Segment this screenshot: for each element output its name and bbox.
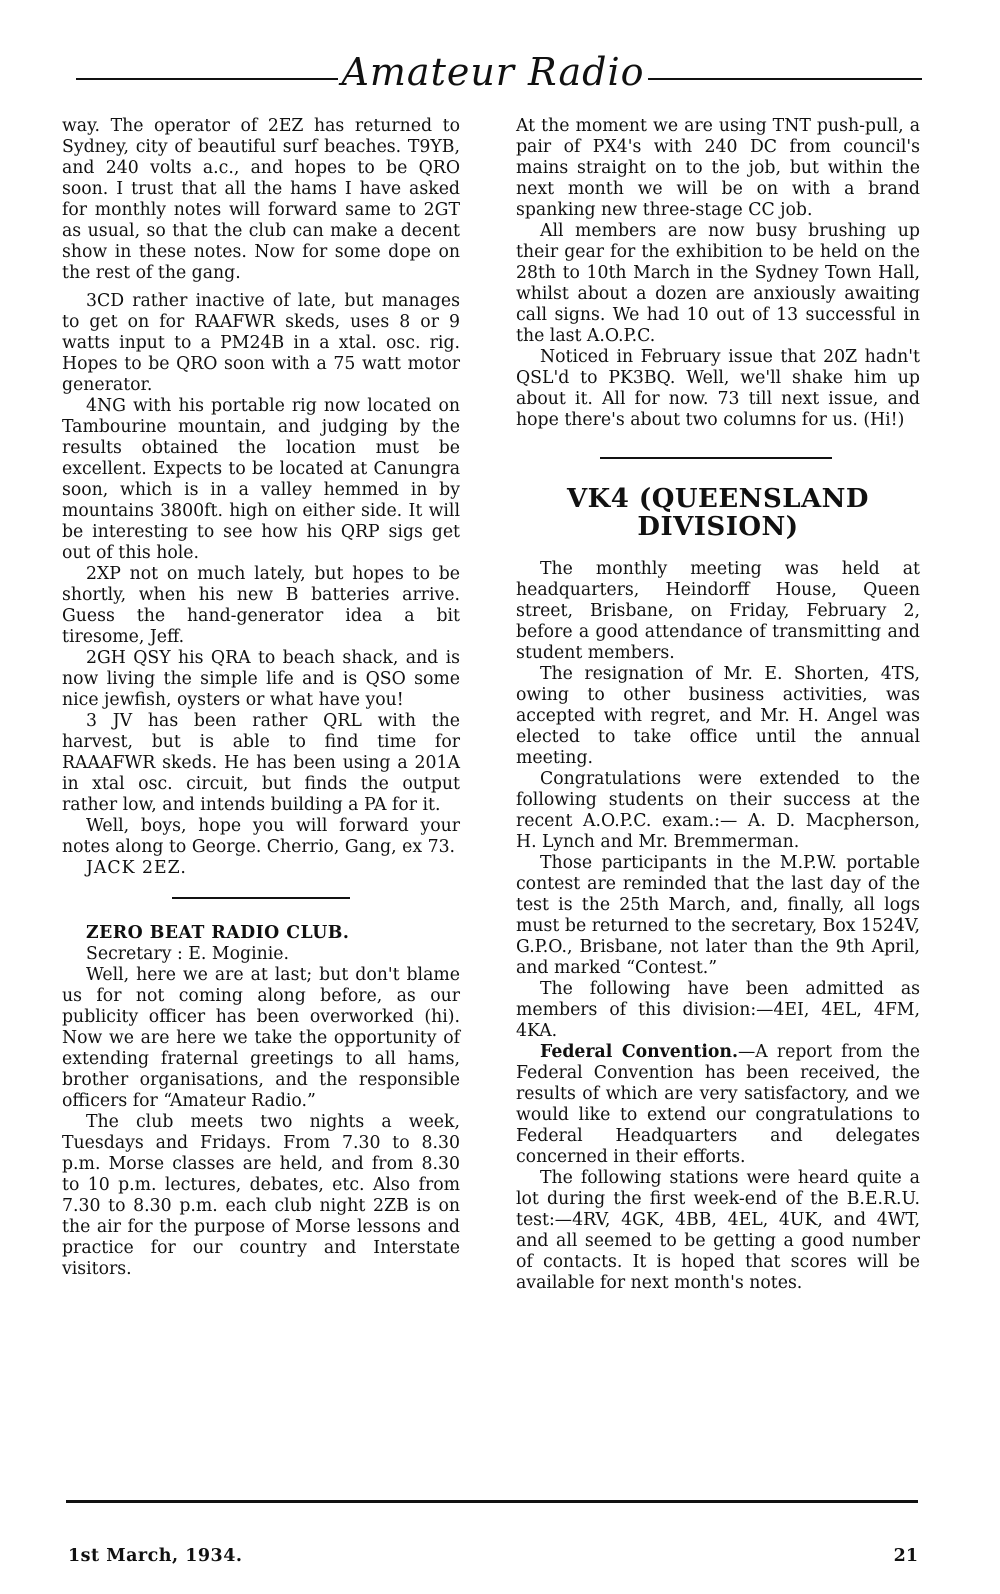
paragraph: 3 JV has been rather QRL with the harvest, but is able to find time for RAAAFWR skeds. He has been using a 201A in xtal osc. circuit, but finds the output rather low, and intends building a PA for it.	[62, 711, 460, 815]
federal-convention-paragraph	[516, 1042, 920, 1168]
paragraph: The resignation of Mr. E. Shorten, 4TS, owing to other business activities, was accepted with regret, and Mr. H. Angel was elected to take office until the annual meeting.	[516, 664, 920, 768]
paragraph: 2GH QSY his QRA to beach shack, and is now living the simple life and is QSO some nice jewfish, oysters or what have you!	[62, 648, 460, 710]
paragraph: The monthly meeting was held at headquarters, Heindorff House, Queen street, Brisbane, on Friday, February 2, before a good attendance of transmitting and student members.	[516, 559, 920, 663]
paragraph: Well, here we are at last; but don't blame us for not coming along before, as our publicity officer has been overworked (hi). Now we are here we take the opportunity of extending fraternal greetings to all hams, brother organisations, and the responsible officers for “Amateur Radio.”	[62, 965, 460, 1111]
paragraph: The following have been admitted as members of this division:—4EI, 4EL, 4FM, 4KA.	[516, 979, 920, 1041]
club-secretary: Secretary : E. Moginie.	[86, 944, 289, 964]
section-heading: VK4 (QUEENSLAND DIVISION)	[567, 484, 869, 542]
club-heading: ZERO BEAT RADIO CLUB.	[86, 923, 350, 943]
paragraph: Noticed in February issue that 20Z hadn't QSL'd to PK3BQ. Well, we'll shake him up about it. All for now. 73 till next issue, and hope there's about two columns for us. (Hi!)	[516, 347, 920, 430]
footer-rule	[66, 1500, 918, 1503]
paragraph: All members are now busy brushing up their gear for the exhibition to be held on the 28th to 10th March in the Sydney Town Hall, whilst about a dozen are anxiously awaiting call signs. We had 10 out of 13 successful in the last A.O.P.C.	[516, 221, 920, 346]
paragraph: 3CD rather inactive of late, but manages to get on for RAAFWR skeds, uses 8 or 9 watts input to a PM24B in a xtal. osc. rig. Hopes to be QRO soon with a 75 watt motor generator.	[62, 291, 460, 395]
header-rule-left	[76, 78, 338, 80]
page-number: 21	[893, 1546, 918, 1566]
federal-convention-text: —A report from the Federal Convention has been received, the results of which are very satisfactory, and we would like to extend our congratulations to Federal Headquarters and delegates concerned in their efforts.	[516, 1042, 920, 1167]
federal-convention-heading: Federal Convention.	[540, 1042, 738, 1062]
paragraph: 2XP not on much lately, but hopes to be shortly, when his new B batteries arrive. Guess the hand-generator idea a bit tiresome, Jeff.	[62, 564, 460, 647]
paragraph: way. The operator of 2EZ has returned to Sydney, city of beautiful surf beaches. T9YB, and 240 volts a.c., and hopes to be QRO soon. I trust that all the hams I have asked for monthly notes will forward same to 2GT as usual, so that the club can make a decent show in these notes. Now for some dope on the rest of the gang.	[62, 116, 460, 283]
paragraph: Congratulations were extended to the following students on their success at the recent A.O.P.C. exam.:— A. D. Macpherson, H. Lynch and Mr. Bremmerman.	[516, 769, 920, 852]
section-divider	[600, 457, 832, 459]
left-column	[62, 116, 460, 1280]
issue-date: 1st March, 1934.	[68, 1546, 243, 1566]
paragraph: The club meets two nights a week, Tuesdays and Fridays. From 7.30 to 8.30 p.m. Morse classes are held, and from 8.30 to 10 p.m. lectures, debates, etc. Also from 7.30 to 8.30 p.m. each club night 2ZB is on the air for the purpose of Morse lessons and practice for our country and Interstate visitors.	[62, 1112, 460, 1279]
paragraph: 4NG with his portable rig now located on Tambourine mountain, and judging by the results obtained the location must be excellent. Expects to be located at Canungra soon, which is in a valley hemmed in by mountains 3800ft. high on either side. It will be interesting to see how his QRP sigs get out of this hole.	[62, 396, 460, 563]
page-header	[68, 50, 930, 100]
header-rule-right	[648, 78, 922, 80]
paragraph: Those participants in the M.P.W. portable contest are reminded that the last day of the test is the 25th March, and, finally, all logs must be returned to the secretary, Box 1524V, G.P.O., Brisbane, not later than the 9th April, and marked “Contest.”	[516, 853, 920, 978]
masthead-title: Amateur Radio	[341, 50, 645, 94]
signature: JACK 2EZ.	[86, 858, 187, 878]
paragraph: The following stations were heard quite a lot during the first week-end of the B.E.R.U. test:—4RV, 4GK, 4BB, 4EL, 4UK, and 4WT, and all seemed to be getting a good number of contacts. It is hoped that scores will be available for next month's notes.	[516, 1168, 920, 1293]
paragraph: At the moment we are using TNT push-pull, a pair of PX4's with 240 DC from council's mains straight on to the job, but within the next month we will be on with a brand spanking new three-stage CC job.	[516, 116, 920, 220]
paragraph: Well, boys, hope you will forward your notes along to George. Cherrio, Gang, ex 73.	[62, 816, 460, 857]
section-divider	[172, 897, 350, 899]
right-column	[516, 116, 920, 1294]
